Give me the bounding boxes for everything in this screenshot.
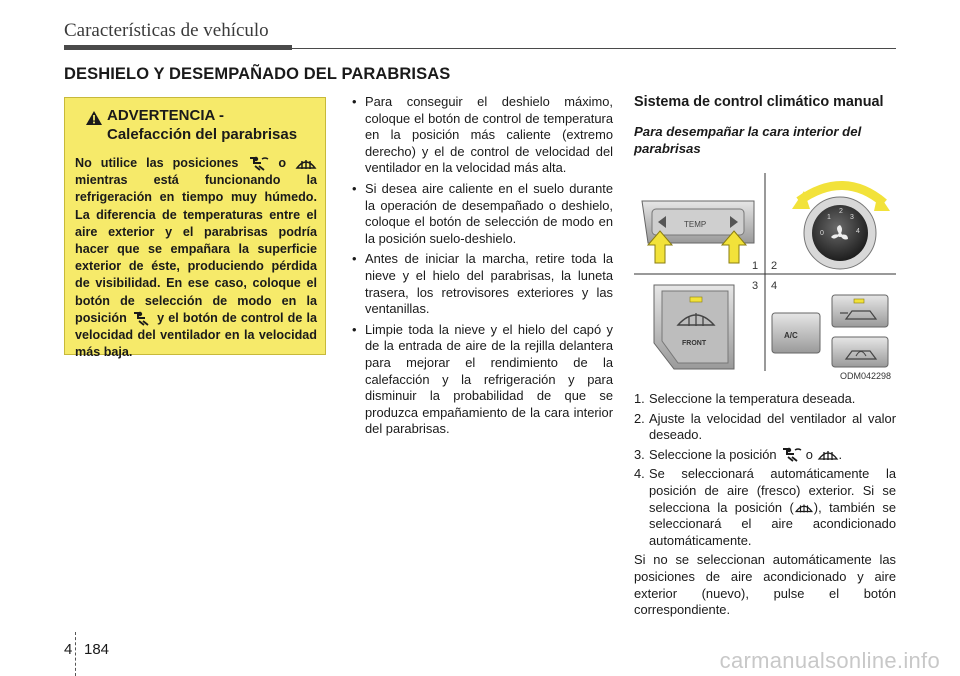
list-item: • Si desea aire caliente en el suelo durante la operación de desempañado o deshielo, coloque el botón de selección de modo en la posición suelo-deshielo. — [352, 181, 613, 247]
svg-text:4: 4 — [856, 228, 860, 235]
list-item: • Antes de iniciar la marcha, retire toda la nieve y el hielo del parabrisas, la luneta trasera, los retrovisores exteriores y las ventanillas. — [352, 251, 613, 317]
list-item: • Para conseguir el deshielo máximo, coloque el botón de control de temperatura en la posición más caliente (extremo derecho) y el de control de velocidad del ventilador en la velocidad más alta. — [352, 94, 613, 177]
warning-text-1: No utilice las posiciones — [75, 156, 239, 170]
svg-text:0: 0 — [820, 230, 824, 237]
page-number: 184 — [84, 641, 110, 658]
chapter-title: Características de vehículo — [64, 20, 269, 41]
defrost-icon — [817, 447, 839, 463]
list-item: 3. Seleccione la posición o . — [634, 446, 843, 462]
warning-subtitle: Calefacción del parabrisas — [107, 126, 298, 143]
quadrant-3-label: 3 — [752, 280, 759, 292]
quadrant-2-label: 2 — [771, 260, 778, 272]
watermark: carmanualsonline.info — [719, 648, 940, 673]
section-title: DESHIELO Y DESEMPAÑADO DEL PARABRISAS — [64, 65, 451, 83]
floor-defrost-mode-icon — [131, 311, 153, 327]
svg-text:3: 3 — [850, 214, 854, 221]
warning-body — [75, 155, 317, 361]
steps-list — [634, 391, 896, 549]
warning-box — [64, 97, 326, 360]
warning-text-3: y el botón de control de la velocidad del ventilador en la velocidad más baja. — [75, 310, 318, 360]
header-rule-thin — [292, 48, 896, 49]
indicator-light — [854, 299, 864, 303]
list-item: 1. Seleccione la temperatura deseada. — [634, 391, 856, 406]
subsection-subheading: Para desempañar la cara interior del parabrisas — [634, 124, 862, 156]
climate-control-figure — [634, 173, 896, 385]
indicator-light — [690, 297, 702, 302]
tips-list — [352, 94, 613, 438]
right-column — [634, 94, 896, 619]
middle-column — [352, 94, 613, 442]
climate-control-illustration — [634, 173, 896, 385]
defrost-icon — [295, 156, 317, 172]
subsection-heading: Sistema de control climático manual — [634, 94, 884, 110]
floor-defrost-mode-icon — [247, 156, 269, 172]
final-paragraph: Si no se seleccionan automáticamente las posiciones de aire acondicionado y aire exterior (nuevo), pulse el botón correspondiente. — [634, 552, 896, 618]
warning-header — [75, 106, 317, 152]
list-item: 2. Ajuste la velocidad del ventilador al valor deseado. — [634, 410, 896, 443]
svg-text:2: 2 — [839, 208, 843, 215]
warning-triangle-icon — [85, 110, 103, 126]
temp-label: TEMP — [684, 220, 707, 229]
quadrant-1-label: 1 — [752, 260, 759, 272]
footer-divider — [75, 632, 76, 676]
header-rule-thick — [64, 45, 292, 50]
warning-title: ADVERTENCIA - — [107, 107, 224, 124]
ac-label: A/C — [784, 331, 798, 340]
chapter-number: 4 — [64, 641, 73, 658]
floor-defrost-mode-icon — [780, 447, 802, 463]
front-label: FRONT — [682, 340, 707, 347]
figure-code: ODM042298 — [840, 371, 892, 381]
warning-text-2: mientras está funcionando la refrigeración en tiempo muy húmedo. La diferencia de temperaturas entre el aire exterior y el parabrisas podría hacer que se empañara la superficie exterior de éste, produciendo pérdida de visibilidad. En ese caso, coloque el botón de selección de modo en la posición — [75, 173, 317, 325]
list-item: • Limpie toda la nieve y el hielo del capó y de la entrada de aire de la rejilla delantera para mejorar el rendimiento de la calefacción y la refrigeración y para disminuir la probabilidad de que se produzca empañamiento de la cara interior del parabrisas. — [352, 322, 613, 438]
warning-text-or: o — [278, 156, 287, 170]
svg-text:1: 1 — [827, 214, 831, 221]
defrost-icon — [794, 501, 814, 515]
list-item: 4. Se seleccionará automáticamente la posición de aire (fresco) exterior. Si se selecciona la posición ( ), también se seleccionará el aire acondicionado automáticamente. — [634, 466, 896, 548]
quadrant-4-label: 4 — [771, 280, 778, 292]
